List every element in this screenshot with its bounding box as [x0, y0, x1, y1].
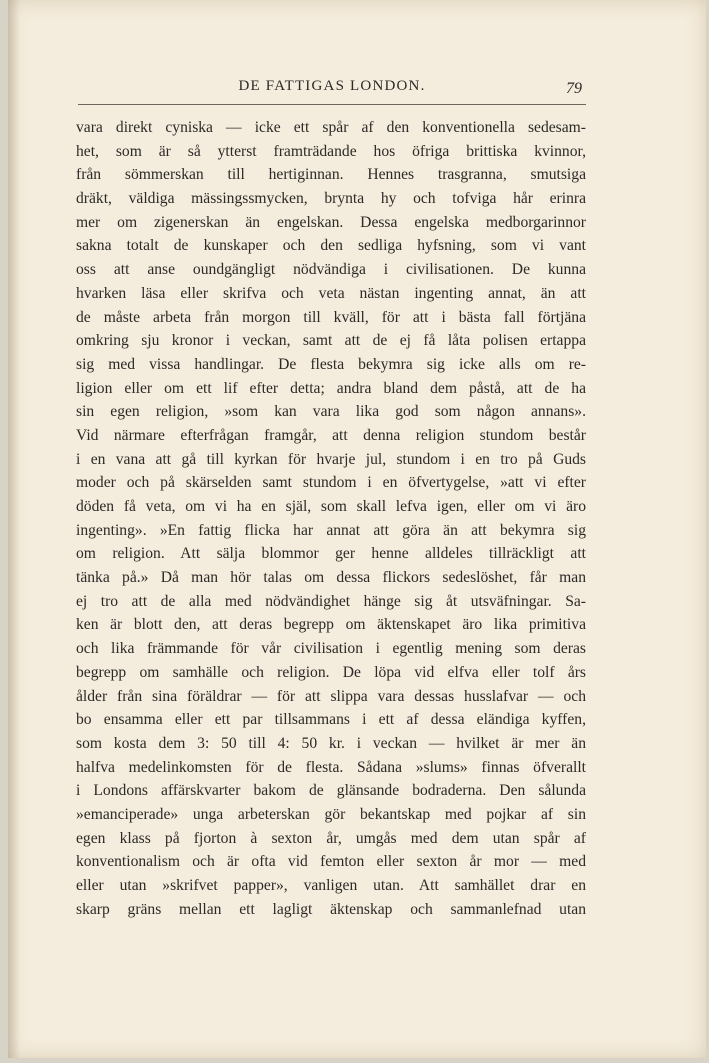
- text-line: moder och på skärselden samt stundom i en öfvertygelse, »att vi efter: [76, 474, 586, 492]
- text-line: ej tro att de alla med nödvändighet hänge sig åt utsväfningar. Sa-: [76, 592, 586, 610]
- page-number: 79: [566, 80, 582, 97]
- text-line: sin egen religion, »som kan vara lika god som någon annans».: [76, 403, 586, 421]
- text-line: ligion eller om ett lif efter detta; andra bland dem påstå, att de ha: [76, 379, 586, 397]
- text-line: döden få veta, om vi ha en själ, som skall lefva igen, eller om vi äro: [76, 498, 586, 515]
- text-line: Vid närmare efterfrågan framgår, att denna religion stundom består: [76, 426, 586, 444]
- text-line: ingenting». »En fattig flicka har annat att göra än att bekymra sig: [76, 521, 586, 539]
- text-line: sig med vissa handlingar. De flesta bekymra sig icke alls om re-: [76, 355, 586, 373]
- page-header: [78, 78, 586, 105]
- text-line: bo ensamma eller ett par tillsammans i ett af dessa eländiga kyffen,: [76, 711, 586, 729]
- text-line: från sömmerskan till hertiginnan. Hennes trasgranna, smutsiga: [76, 166, 586, 184]
- text-line: »emanciperade» unga arbeterskan gör bekantskap med pojkar af sin: [76, 805, 586, 823]
- text-line: egen klass på fjorton à sexton år, umgås med dem utan spår af: [76, 829, 586, 847]
- running-title: DE FATTIGAS LONDON.: [238, 78, 426, 94]
- text-line: och lika främmande för vår civilisation i egentlig mening som deras: [76, 640, 586, 658]
- page-spine-shadow: [8, 0, 20, 1058]
- text-line: i Londons affärskvarter bakom de glänsande bodraderna. Den sålunda: [76, 782, 586, 800]
- text-line: halfva medelinkomsten för de flesta. Sådana »slums» finnas öfverallt: [76, 758, 586, 776]
- text-line: ken är blott den, att deras begrepp om äktenskapet äro lika primitiva: [76, 616, 586, 634]
- text-line: de måste arbeta från morgon till kväll, för att i bästa fall förtjäna: [76, 308, 586, 326]
- text-line: het, som är så ytterst framträdande hos öfriga brittiska kvinnor,: [76, 142, 586, 160]
- text-line: mer om zigenerskan än engelskan. Dessa engelska medborgarinnor: [76, 213, 586, 231]
- text-line: dräkt, väldiga mässingssmycken, brynta hy och tofviga hår erinra: [76, 190, 586, 208]
- text-line: eller utan »skrifvet papper», vanligen utan. Att samhället drar en: [76, 877, 586, 894]
- text-line: tänka på.» Då man hör talas om dessa flickors sedeslöshet, får man: [76, 569, 586, 587]
- text-line: vara direkt cyniska — icke ett spår af den konventionella sedesam-: [76, 119, 586, 136]
- text-line: begrepp om samhälle och religion. De löpa vid elfva eller tolf års: [76, 663, 586, 681]
- text-line: hvarken läsa eller skrifva och veta nästan ingenting annat, än att: [76, 284, 586, 302]
- text-line: oss att anse oundgängligt nödvändiga i civilisationen. De kunna: [76, 261, 586, 279]
- text-line: konventionalism och är ofta vid femton eller sexton år mor — med: [76, 853, 586, 871]
- text-line: om religion. Att sälja blommor ger henne alldeles tillräckligt att: [76, 545, 586, 563]
- book-page: [8, 0, 706, 1058]
- text-line: ålder från sina föräldrar — för att slippa vara dessas husslafvar — och: [76, 687, 586, 705]
- text-line: omkring sju kronor i veckan, samt att de ej få låta polisen ertappa: [76, 332, 586, 350]
- text-line: i en vana att gå till kyrkan för hvarje jul, stundom i en tro på Guds: [76, 450, 586, 468]
- text-line: skarp gräns mellan ett lagligt äktenskap och sammanlefnad utan: [76, 900, 586, 918]
- text-line: sakna totalt de kunskaper och den sedliga hyfsning, som vi vant: [76, 237, 586, 255]
- body-text: [76, 116, 586, 921]
- text-line: som kosta dem 3: 50 till 4: 50 kr. i veckan — hvilket är mer än: [76, 734, 586, 752]
